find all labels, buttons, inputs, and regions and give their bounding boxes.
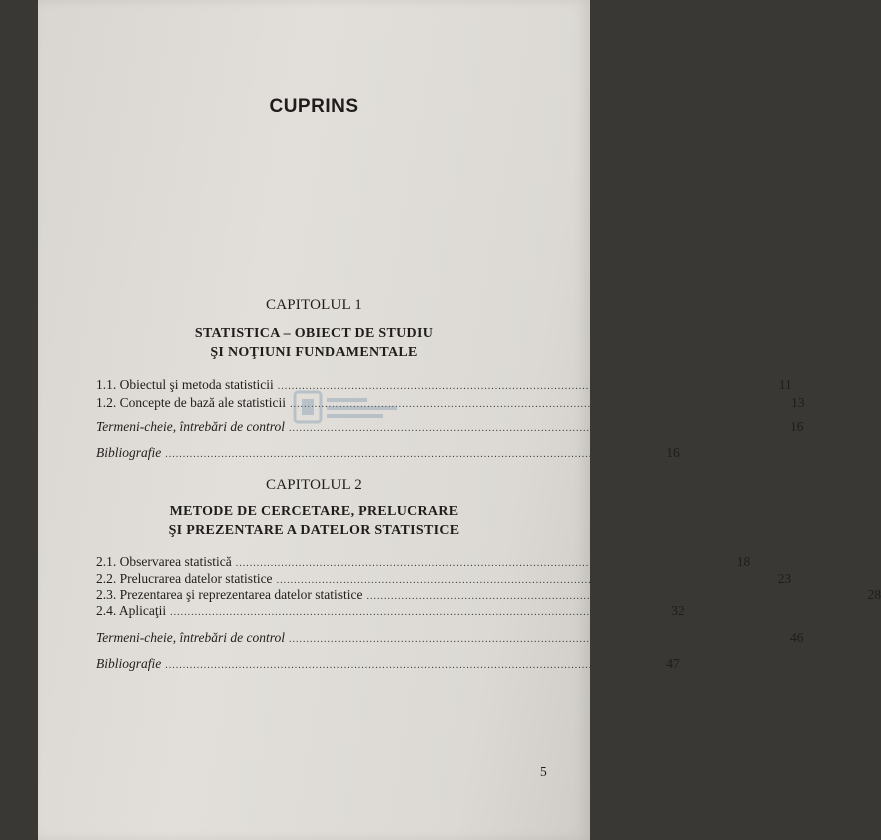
chapter-1-title-line-1: STATISTICA – OBIECT DE STUDIU bbox=[194, 326, 434, 341]
toc-entry-label: 1.1. Obiectul şi metoda statisticii bbox=[96, 377, 274, 392]
chapter-2-title-line-1: METODE DE CERCETARE, PRELUCRARE bbox=[169, 504, 459, 519]
toc-entry-label: 2.3. Prezentarea şi reprezentarea datelor statistice bbox=[96, 587, 363, 602]
toc-entry-page: 47 bbox=[666, 656, 680, 671]
page-title: CUPRINS bbox=[269, 96, 359, 117]
leader-dots: .............................................................................................................................................. bbox=[277, 381, 775, 392]
toc-entry-page: 16 bbox=[666, 445, 680, 460]
toc-entry-page: 28 bbox=[867, 587, 881, 602]
toc-entry[interactable] bbox=[96, 656, 680, 674]
toc-entry-label: Termeni-cheie, întrebări de control bbox=[96, 630, 285, 645]
anticariat-logo-icon bbox=[293, 386, 403, 430]
toc-entry-page: 32 bbox=[671, 603, 685, 618]
chapter-1-header bbox=[38, 297, 590, 362]
toc-entry-label: Termeni-cheie, întrebări de control bbox=[96, 419, 285, 434]
toc-entry-label: Bibliografie bbox=[96, 656, 162, 671]
toc-entry-page: 16 bbox=[789, 419, 804, 434]
toc-entry-page: 11 bbox=[778, 377, 792, 392]
chapter-1-title-line-2: ŞI NOŢIUNI FUNDAMENTALE bbox=[210, 345, 418, 360]
leader-dots: .............................................................................................................................................. bbox=[366, 591, 864, 602]
toc-entry-label: 1.2. Concepte de bază ale statisticii bbox=[96, 395, 287, 410]
toc-entry-label: 2.1. Observarea statistică bbox=[96, 554, 232, 569]
chapter-1-label: CAPITOLUL 1 bbox=[266, 297, 362, 313]
toc-entry-page: 46 bbox=[789, 630, 804, 645]
leader-dots: .............................................................................................................................................. bbox=[288, 634, 786, 645]
leader-dots: .............................................................................................................................................. bbox=[165, 449, 663, 460]
toc-entry[interactable] bbox=[96, 603, 685, 621]
chapter-2-label: CAPITOLUL 2 bbox=[266, 477, 362, 493]
leader-dots: .............................................................................................................................................. bbox=[288, 423, 786, 434]
leader-dots: .............................................................................................................................................. bbox=[235, 558, 733, 569]
chapter-2-header bbox=[38, 477, 590, 540]
leader-dots: .............................................................................................................................................. bbox=[165, 660, 663, 671]
toc-entry-label: Bibliografie bbox=[96, 445, 162, 460]
toc-entry[interactable] bbox=[96, 630, 804, 648]
toc-entry-label: 2.2. Prelucrarea datelor statistice bbox=[96, 571, 273, 586]
toc-entry-label: 2.4. Aplicaţii bbox=[96, 603, 167, 618]
toc-entry-page: 23 bbox=[777, 571, 792, 586]
leader-dots: .............................................................................................................................................. bbox=[276, 575, 774, 586]
toc-entry-page: 18 bbox=[736, 554, 751, 569]
toc-entry[interactable] bbox=[96, 445, 680, 463]
toc-entry-page: 13 bbox=[791, 395, 805, 410]
chapter-2-title-line-2: ŞI PREZENTARE A DATELOR STATISTICE bbox=[168, 523, 460, 538]
page-number: 5 bbox=[540, 764, 547, 779]
leader-dots: .............................................................................................................................................. bbox=[290, 399, 788, 410]
toc-entry[interactable] bbox=[96, 554, 751, 572]
book-page bbox=[38, 0, 881, 840]
leader-dots: .............................................................................................................................................. bbox=[170, 607, 668, 618]
